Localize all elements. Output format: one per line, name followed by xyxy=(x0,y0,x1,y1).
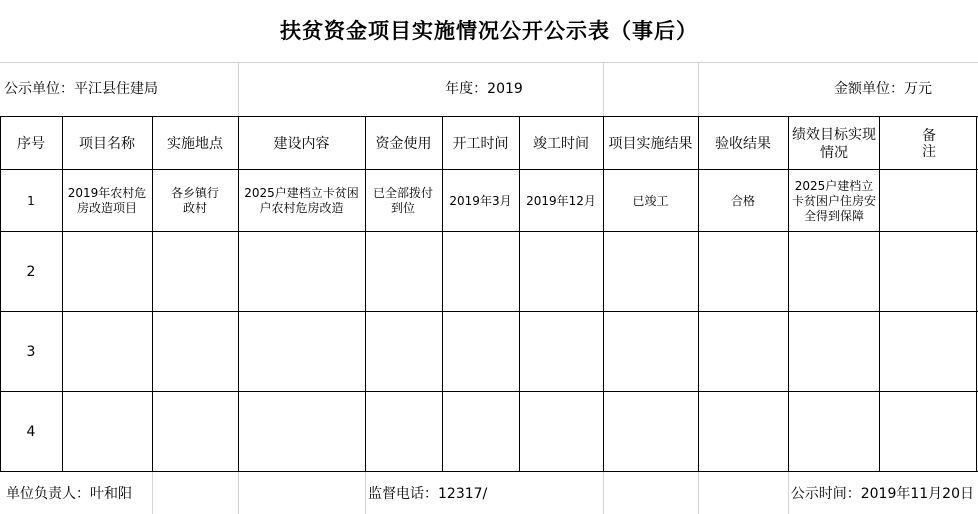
table-border xyxy=(0,471,978,472)
header-content: 建设内容 xyxy=(273,135,330,152)
header-result: 项目实施结果 xyxy=(608,135,693,152)
page-title: 扶贫资金项目实施情况公开公示表（事后） xyxy=(280,19,698,43)
table-border xyxy=(976,116,977,472)
table-border xyxy=(0,231,978,232)
row1-project-name: 2019年农村危房改造项目 xyxy=(67,186,147,215)
gridline xyxy=(152,472,153,514)
header-funds: 资金使用 xyxy=(375,135,432,152)
table-border xyxy=(788,116,789,472)
supervision-phone: 监督电话：12317/ xyxy=(368,485,488,502)
table-border xyxy=(0,391,978,392)
responsible-person: 单位负责人：叶和阳 xyxy=(6,485,132,502)
header-remarks: 备注 xyxy=(922,127,966,160)
table-border xyxy=(442,116,443,472)
table-border xyxy=(603,116,604,472)
table-border xyxy=(62,116,63,472)
report-year: 年度：2019 xyxy=(445,81,523,97)
header-performance: 绩效目标实现情况 xyxy=(792,126,876,161)
gridline xyxy=(698,62,699,117)
row1-seq: 1 xyxy=(27,193,35,208)
gridline xyxy=(603,472,604,514)
table-border xyxy=(0,169,978,170)
disclosure-unit: 公示单位：平江县住建局 xyxy=(4,81,158,97)
table-border xyxy=(238,116,239,472)
gridline xyxy=(0,62,978,63)
gridline xyxy=(788,472,789,514)
table-border xyxy=(0,116,978,117)
header-end-time: 竣工时间 xyxy=(533,135,589,152)
header-acceptance: 验收结果 xyxy=(715,135,771,152)
table-border xyxy=(879,116,880,472)
gridline xyxy=(603,62,604,117)
amount-unit: 金额单位：万元 xyxy=(834,81,932,97)
row1-location: 各乡镇行政村 xyxy=(170,186,219,215)
table-border xyxy=(698,116,699,472)
row1-acceptance: 合格 xyxy=(730,193,755,208)
row1-performance: 2025户建档立卡贫困户住房安全得到保障 xyxy=(792,178,877,223)
row2-seq: 2 xyxy=(26,264,36,280)
row1-start-time: 2019年3月 xyxy=(449,193,512,208)
row1-content: 2025户建档立卡贫困户农村危房改造 xyxy=(244,186,359,215)
header-seq: 序号 xyxy=(17,135,45,152)
table-border xyxy=(0,116,1,472)
table-border xyxy=(0,311,978,312)
gridline xyxy=(365,472,366,514)
table-border xyxy=(365,116,366,472)
row4-seq: 4 xyxy=(26,424,36,440)
header-location: 实施地点 xyxy=(167,135,223,152)
gridline xyxy=(698,472,699,514)
disclosure-date: 公示时间：2019年11月20日 xyxy=(790,485,974,502)
table-border xyxy=(519,116,520,472)
table-border xyxy=(152,116,153,472)
row3-seq: 3 xyxy=(26,344,36,360)
row1-end-time: 2019年12月 xyxy=(526,193,596,208)
row1-result: 已竣工 xyxy=(632,193,669,208)
gridline xyxy=(238,472,239,514)
row1-funds: 已全部拨付到位 xyxy=(372,186,433,215)
row1-remarks xyxy=(880,170,978,232)
gridline xyxy=(238,62,239,117)
header-project-name: 项目名称 xyxy=(79,135,135,152)
header-start-time: 开工时间 xyxy=(452,135,509,152)
